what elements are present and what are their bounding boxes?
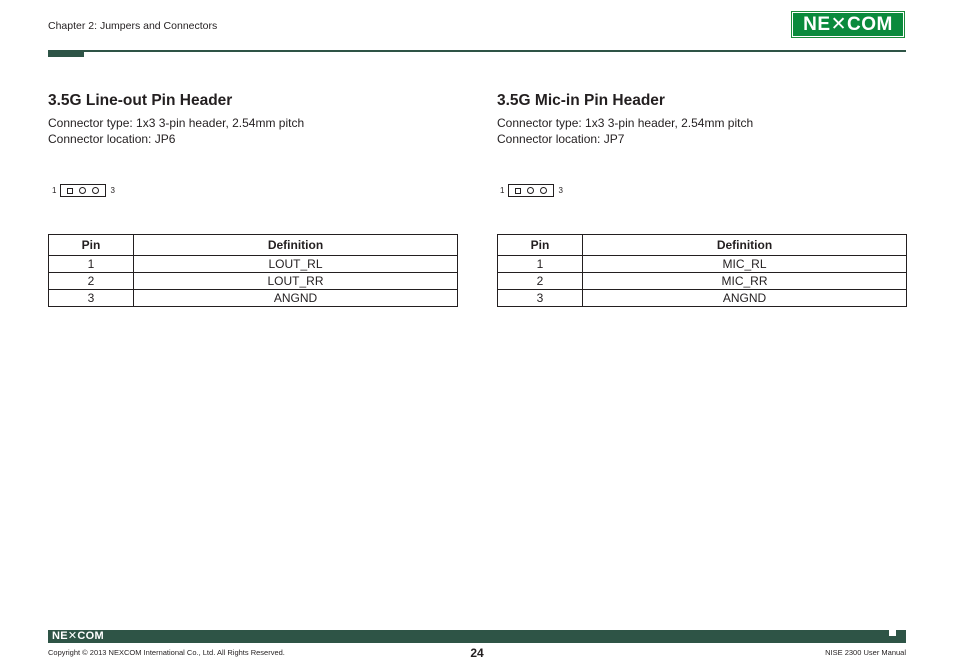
table-row: [498, 273, 907, 290]
pin-label-first: 1: [52, 186, 57, 195]
column-header-definition: Definition: [134, 235, 458, 256]
pin-header-diagram-jp7: [500, 184, 563, 197]
connector-location-line-out: Connector location: JP6: [48, 132, 176, 146]
pin-3-circle-icon: [540, 187, 547, 194]
column-header-pin: Pin: [49, 235, 134, 256]
pin-1-square-icon: [67, 188, 73, 194]
footer-square-decoration: [889, 630, 896, 636]
copyright-text: Copyright © 2013 NEXCOM International Co., Ltd. All Rights Reserved.: [48, 648, 285, 657]
table-row: [49, 273, 458, 290]
table-row: [49, 256, 458, 273]
pin-definition-table-mic-in: [497, 234, 907, 307]
pin-3-circle-icon: [92, 187, 99, 194]
table-row: [498, 256, 907, 273]
manual-name: NISE 2300 User Manual: [825, 648, 906, 657]
pin-label-last: 3: [558, 186, 563, 195]
pin-cell: 1: [498, 256, 583, 273]
connector-location-mic-in: Connector location: JP7: [497, 132, 625, 146]
nexcom-logo: [791, 11, 905, 38]
pin-header-diagram-jp6: [52, 184, 115, 197]
chapter-heading: Chapter 2: Jumpers and Connectors: [48, 20, 218, 32]
header-rule-accent: [48, 50, 84, 57]
table-row: [49, 290, 458, 307]
definition-cell: ANGND: [134, 290, 458, 307]
pin-label-last: 3: [110, 186, 115, 195]
pin-cell: 1: [49, 256, 134, 273]
footer-square-decoration: [898, 637, 906, 643]
logo-text: NE✕COM: [793, 13, 903, 36]
table-row: [498, 290, 907, 307]
column-header-pin: Pin: [498, 235, 583, 256]
pin-2-circle-icon: [79, 187, 86, 194]
connector-type-line-out: Connector type: 1x3 3-pin header, 2.54mm pitch: [48, 116, 305, 130]
footer-square-decoration: [889, 637, 896, 643]
definition-cell: MIC_RL: [583, 256, 907, 273]
table-header-row: [498, 235, 907, 256]
pin-cell: 2: [498, 273, 583, 290]
definition-cell: LOUT_RR: [134, 273, 458, 290]
page-number: 24: [470, 646, 484, 660]
pin-cell: 2: [49, 273, 134, 290]
table-header-row: [49, 235, 458, 256]
pin-1-square-icon: [515, 188, 521, 194]
column-header-definition: Definition: [583, 235, 907, 256]
pin-label-first: 1: [500, 186, 505, 195]
definition-cell: ANGND: [583, 290, 907, 307]
section-title-mic-in: 3.5G Mic-in Pin Header: [497, 92, 665, 109]
pin-definition-table-line-out: [48, 234, 458, 307]
pin-header-body: [60, 184, 106, 197]
section-title-line-out: 3.5G Line-out Pin Header: [48, 92, 233, 109]
pin-cell: 3: [498, 290, 583, 307]
connector-type-mic-in: Connector type: 1x3 3-pin header, 2.54mm pitch: [497, 116, 754, 130]
header-rule: [48, 50, 906, 52]
definition-cell: MIC_RR: [583, 273, 907, 290]
definition-cell: LOUT_RL: [134, 256, 458, 273]
pin-cell: 3: [49, 290, 134, 307]
pin-header-body: [508, 184, 554, 197]
footer-logo: NE✕COM: [52, 630, 104, 642]
footer-bar: [48, 630, 906, 643]
pin-2-circle-icon: [527, 187, 534, 194]
